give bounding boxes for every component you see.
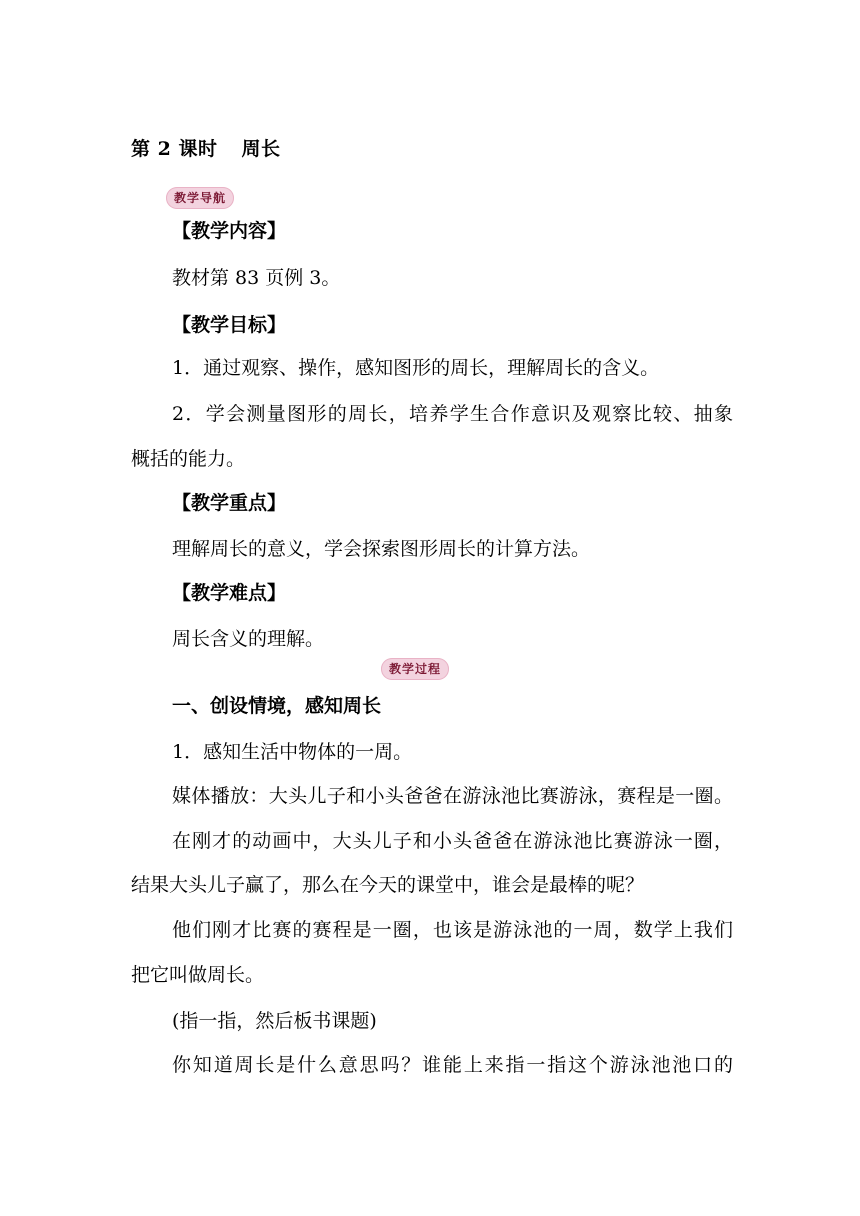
note-text: (指一指，然后板书课题)	[172, 1010, 377, 1032]
lesson-title	[131, 134, 280, 161]
paragraph-1-line-2: 结果大头儿子赢了，那么在今天的课堂中，谁会是最棒的呢？	[131, 874, 645, 896]
step-1: 1．感知生活中物体的一周。	[172, 741, 413, 763]
goal-2-line-1: 2．学会测量图形的周长，培养学生合作意识及观察比较、抽象	[172, 403, 733, 425]
section-1-heading: 一、创设情境，感知周长	[172, 695, 382, 717]
teaching-process-badge: 教学过程	[381, 658, 449, 680]
goal-1: 1．通过观察、操作，感知图形的周长，理解周长的含义。	[172, 357, 660, 379]
heading-content: 【教学内容】	[172, 220, 287, 242]
paragraph-1-line-1: 在刚才的动画中，大头儿子和小头爸爸在游泳池比赛游泳一圈，	[172, 830, 733, 852]
paragraph-2-line-2: 把它叫做周长。	[131, 964, 265, 986]
teaching-guide-badge: 教学导航	[166, 187, 234, 209]
paragraph-3-line-1: 你知道周长是什么意思吗？谁能上来指一指这个游泳池池口的	[172, 1054, 733, 1076]
media-text: 媒体播放：大头儿子和小头爸爸在游泳池比赛游泳，赛程是一圈。	[172, 785, 733, 807]
key-points-text: 理解周长的意义，学会探索图形周长的计算方法。	[172, 538, 591, 560]
lesson-number: 第 2 课时	[131, 138, 218, 160]
heading-difficulties: 【教学难点】	[172, 582, 287, 604]
lesson-topic: 周长	[241, 138, 281, 160]
heading-goals: 【教学目标】	[172, 314, 287, 336]
content-text: 教材第 83 页例 3。	[172, 267, 341, 289]
paragraph-2-line-1: 他们刚才比赛的赛程是一圈，也该是游泳池的一周，数学上我们	[172, 919, 733, 941]
goal-2-line-2: 概括的能力。	[131, 448, 246, 470]
difficulties-text: 周长含义的理解。	[172, 628, 325, 650]
heading-key-points: 【教学重点】	[172, 492, 287, 514]
